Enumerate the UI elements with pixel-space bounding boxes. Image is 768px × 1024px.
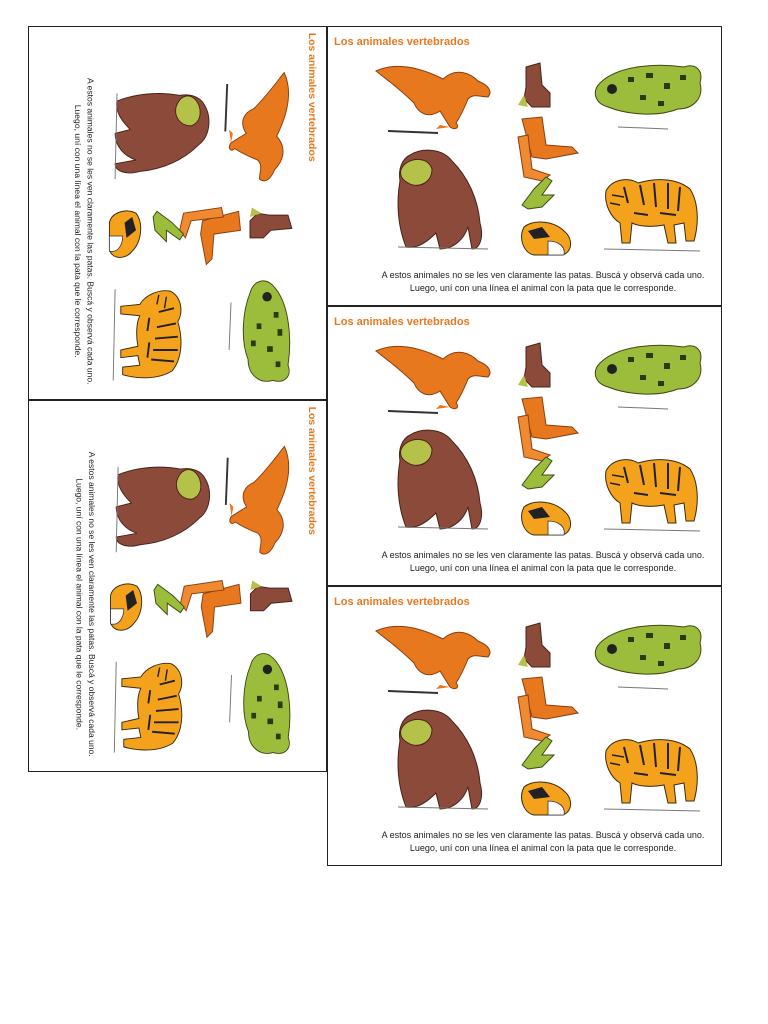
instruction-line-2: Luego, uní con una línea el animal con la pata que le corresponde. [73,104,83,358]
instruction-line-2: Luego, uní con una línea el animal con la pata que le corresponde. [409,563,677,573]
animals-artwork [328,587,721,865]
instruction-line-2: Luego, uní con una línea el animal con la pata que le corresponde. [74,478,85,730]
worksheet-title: Los animales vertebrados [334,36,470,48]
worksheet-instructions [71,65,96,398]
instruction-line-1: A estos animales no se les ven claramente las patas. Buscá y observá cada uno. [381,830,705,840]
instruction-line-1: A estos animales no se les ven claramente las patas. Buscá y observá cada uno. [381,270,705,280]
worksheet-title: Los animales vertebrados [306,32,318,162]
worksheet-instructions [368,269,718,295]
worksheet-card-1 [327,26,722,306]
worksheet-card-5-rotated [28,400,327,772]
instruction-line-2: Luego, uní con una línea el animal con la pata que le corresponde. [409,283,677,293]
animals-artwork [328,307,721,585]
instruction-line-1: A estos animales no se les ven claramente las patas. Buscá y observá cada uno. [85,77,96,385]
worksheet-title: Los animales vertebrados [334,316,470,328]
animals-artwork [328,27,721,305]
animals-artwork [62,27,326,400]
worksheet-instructions [368,829,718,855]
worksheet-instructions [73,439,98,770]
instruction-line-1: A estos animales no se les ven claramente las patas. Buscá y observá cada uno. [381,550,705,560]
worksheet-card-3 [327,586,722,866]
instruction-line-2: Luego, uní con una línea el animal con la pata que le corresponde. [409,843,677,853]
animals-artwork [63,401,326,772]
worksheet-card-2 [327,306,722,586]
worksheet-card-4-rotated [28,26,327,400]
instruction-line-1: A estos animales no se les ven claramente las patas. Buscá y observá cada uno. [86,451,97,757]
worksheet-title: Los animales vertebrados [334,596,470,608]
worksheet-title: Los animales vertebrados [306,406,318,535]
worksheet-instructions [368,549,718,575]
